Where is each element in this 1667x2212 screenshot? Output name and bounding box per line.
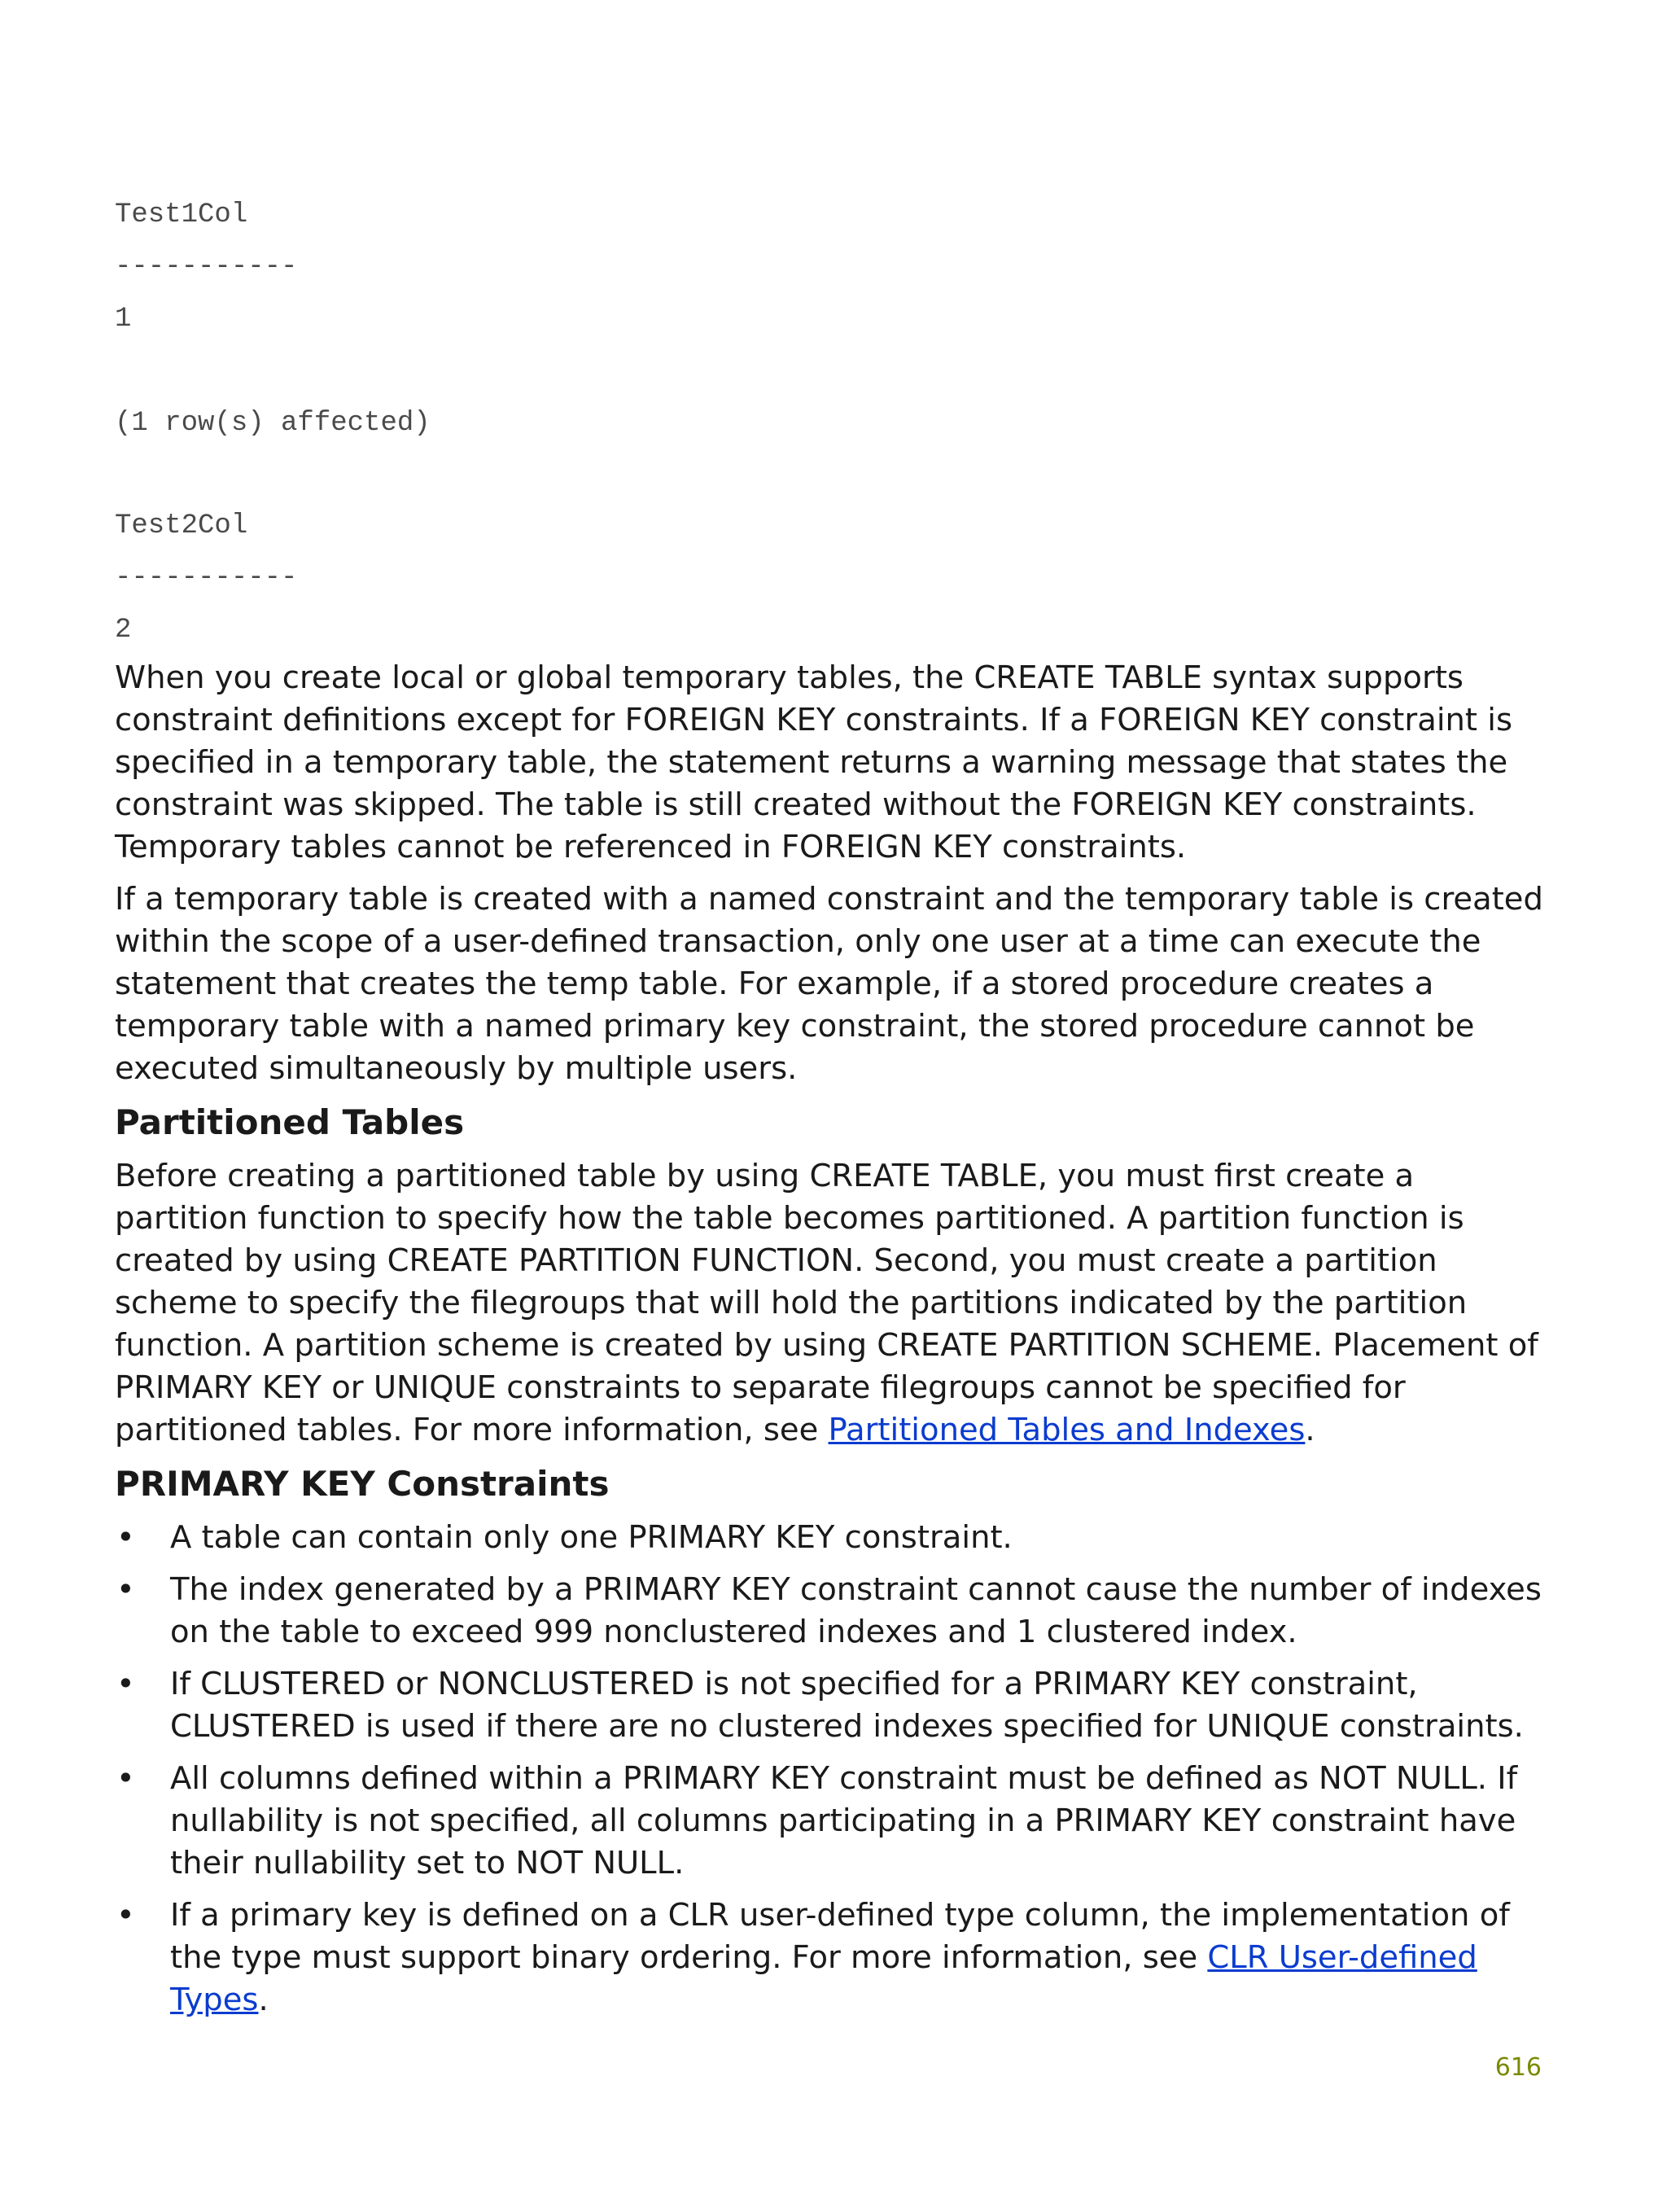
paragraph-temp-tables-named-constraint: If a temporary table is created with a named constraint and the temporary table is created within the scope of a user-defined transaction, only one user at a time can execute the statement that creates the temp table. For example, if a stored procedure creates a temporary table with a named primary key constraint, the stored procedure cannot be executed simultaneously by multiple users. bbox=[115, 881, 1543, 1087]
list-item bbox=[115, 1758, 1555, 1885]
heading-primary-key-constraints: PRIMARY KEY Constraints bbox=[115, 1464, 610, 1504]
list-item bbox=[115, 1663, 1555, 1748]
list-item-text bbox=[170, 1897, 1510, 2018]
list-item-text: All columns defined within a PRIMARY KEY constraint must be defined as NOT NULL. If nullability is not specified, all columns participating in a PRIMARY KEY constraint have their nullability set to NOT NULL. bbox=[170, 1760, 1518, 1881]
partitioned-text: Before creating a partitioned table by using CREATE TABLE, you must first create a partition function to specify how the table becomes partitioned. A partition function is created by using CREATE PARTITION FUNCTION. Second, you must create a partition scheme to specify the filegroups that will hold the partitions indicated by the partition function. A partition scheme is created by using CREATE PARTITION SCHEME. Placement of PRIMARY KEY or UNIQUE constraints to separate filegroups cannot be specified for partitioned tables. For more information, see bbox=[115, 1158, 1538, 1448]
code-col1-header: Test1Col bbox=[115, 199, 248, 230]
list-item-text: The index generated by a PRIMARY KEY constraint cannot cause the number of indexes on the table to exceed 999 nonclustered indexes and 1 clustered index. bbox=[170, 1571, 1542, 1650]
link-partitioned-tables-and-indexes[interactable]: Partitioned Tables and Indexes bbox=[828, 1412, 1306, 1448]
link-clr-user-defined-types[interactable]: CLR User-defined Types bbox=[170, 1939, 1477, 2018]
bullet-glyph: • bbox=[116, 1519, 135, 1556]
bullet-glyph: • bbox=[116, 1897, 135, 1934]
list-item bbox=[115, 1517, 1555, 1559]
page-number: 616 bbox=[1494, 2053, 1542, 2082]
code-col2-rule: ----------- bbox=[115, 563, 298, 594]
code-col1-value: 1 bbox=[115, 304, 132, 335]
heading-partitioned-tables: Partitioned Tables bbox=[115, 1102, 465, 1142]
code-rows-affected: (1 row(s) affected) bbox=[115, 408, 431, 439]
paragraph-temp-tables-foreign-key: When you create local or global temporary tables, the CREATE TABLE syntax supports constraint definitions except for FOREIGN KEY constraints. If a FOREIGN KEY constraint is specified in a temporary table, the statement returns a warning message that states the constraint was skipped. The table is still created without the FOREIGN KEY constraints. Temporary tables cannot be referenced in FOREIGN KEY constraints. bbox=[115, 659, 1513, 865]
bullet-glyph: • bbox=[116, 1760, 135, 1797]
clr-item-end: . bbox=[258, 1982, 269, 2018]
list-item bbox=[115, 1569, 1555, 1654]
document-body bbox=[115, 657, 1555, 2031]
code-col1-rule: ----------- bbox=[115, 252, 298, 283]
list-item-text: If CLUSTERED or NONCLUSTERED is not specified for a PRIMARY KEY constraint, CLUSTERED is used if there are no clustered indexes specified for UNIQUE constraints. bbox=[170, 1666, 1524, 1745]
list-item bbox=[115, 1894, 1555, 2021]
code-col2-value: 2 bbox=[115, 615, 132, 646]
bullet-glyph: • bbox=[116, 1571, 135, 1608]
bullet-glyph: • bbox=[116, 1666, 135, 1702]
paragraph-partitioned-tables bbox=[115, 1155, 1555, 1452]
code-col2-header: Test2Col bbox=[115, 510, 248, 541]
partitioned-end: . bbox=[1305, 1412, 1315, 1448]
clr-item-text: If a primary key is defined on a CLR user-defined type column, the implementation of the type must support binary ordering. For more information, see bbox=[170, 1897, 1510, 1976]
primary-key-list bbox=[115, 1517, 1555, 2021]
list-item-text: A table can contain only one PRIMARY KEY constraint. bbox=[170, 1519, 1013, 1556]
